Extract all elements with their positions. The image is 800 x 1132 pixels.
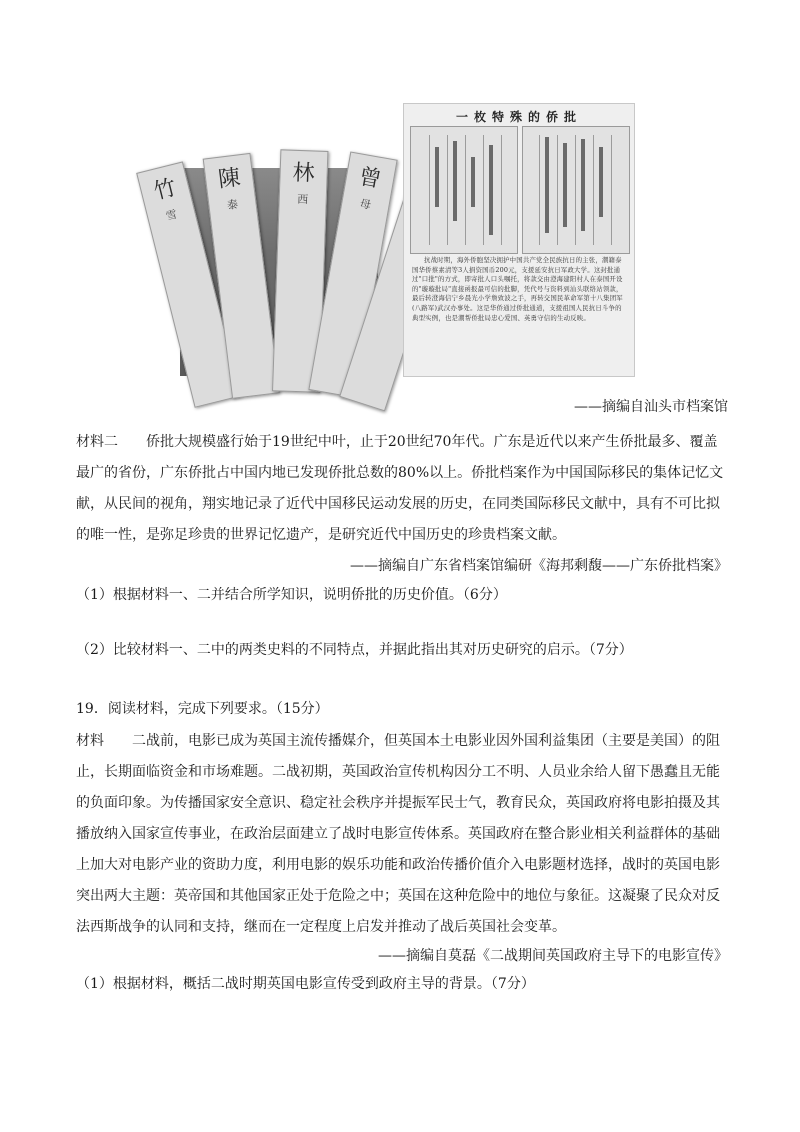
question-19-1: （1）根据材料，概括二战时期英国电影宣传受到政府主导的背景。（7分）: [76, 976, 535, 992]
material-2-line: 献，从民间的视角，翔实地记录了近代中国移民运动发展的历史，在同类国际移民文献中，具有不可比拟: [76, 496, 720, 512]
envelope-char: 曾: [356, 164, 383, 194]
material-line: 材料 二战前，电影已成为英国主流传播媒介，但英国本土电影业因外国利益集团（主要是美国）的阻: [76, 733, 720, 749]
envelope-sub: 母: [358, 197, 372, 212]
envelope-sub: 泰: [226, 197, 239, 213]
qiaopi-letter-page: [522, 126, 630, 254]
envelope-sub: 西: [296, 192, 309, 207]
material-line: 上加大对电影产业的资助力度，利用电影的娱乐功能和政治传播价值介入电影题材选择，战时的英国电影: [76, 857, 720, 873]
photo-caption: 抗战时期，海外侨胞坚决拥护中国共产党全民族抗日的主张，潮籍泰国华侨蔡素清等3人捐资国币200元，支援延安抗日军政大学。这封批通过"口批"的方式，即寄批人口头嘱托，将款交由澄海建阳村人在泰国开设的"璇璇批局"直接函报最可信的批脚，凭代号与资料到汕头联络站领款，最后转澄海信宁乡晨光小学詹致波之手，再转交国民革命军第十八集团军(八路军)武汉办事处。这是华侨通过侨批通道，支援祖国人民抗日斗争的典型实例，也是潮帮侨批局忠心爱国、英勇守信的生动反映。: [412, 256, 623, 322]
material-line: 的负面印象。为传播国家安全意识、稳定社会秩序并提振军民士气，教育民众，英国政府将电影拍摄及其: [76, 795, 720, 811]
material-2-line: 的唯一性，是弥足珍贵的世界记忆遗产，是研究近代中国历史的珍贵档案文献。: [76, 527, 566, 543]
question-18-2: （2）比较材料一、二中的两类史料的不同特点，并据此指出其对历史研究的启示。（7分）: [76, 642, 633, 658]
question-18-1: （1）根据材料一、二并结合所学知识，说明侨批的历史价值。（6分）: [76, 587, 507, 603]
source-molei-film: ——摘编自莫磊《二战期间英国政府主导下的电影宣传》: [378, 948, 728, 964]
special-qiaopi-photo: [403, 103, 635, 377]
material-line: 止，长期面临资金和市场难题。二战初期，英国政治宣传机构因分工不明、人员业余给人留下愚蠢且无能: [76, 764, 720, 780]
material-2-line: 最广的省份，广东侨批占中国内地已发现侨批总数的80%以上。侨批档案作为中国国际移民的集体记忆文: [76, 465, 724, 481]
source-shantou-archives: ——摘编自汕头市档案馆: [574, 399, 728, 415]
qiaopi-envelopes-photo: [151, 160, 383, 376]
material-line: 法西斯战争的认同和支持，继而在一定程度上启发并推动了战后英国社会变革。: [76, 919, 566, 935]
question-19-heading: 19．阅读材料，完成下列要求。（15分）: [76, 701, 329, 717]
envelope-sub: 雪: [164, 207, 179, 223]
material-line: 播放纳入国家宣传事业，在政治层面建立了战时电影宣传体系。英国政府在整合影业相关利益群体的基础: [76, 826, 720, 842]
photo-title: 一枚特殊的侨批: [455, 110, 582, 124]
envelope-char: 陳: [216, 165, 242, 193]
qiaopi-letter-page: [410, 126, 518, 254]
source-guangdong-archives: ——摘编自广东省档案馆编研《海邦剩馥——广东侨批档案》: [350, 558, 728, 574]
material-2-line: 材料二 侨批大规模盛行始于19世纪中叶，止于20世纪70年代。广东是近代以来产生侨批最多、覆盖: [76, 434, 718, 450]
material-line: 突出两大主题：英帝国和其他国家正处于危险之中；英国在这种危险中的地位与象征。这凝聚了民众对反: [76, 888, 720, 904]
envelope-char: 林: [292, 160, 316, 187]
envelope-char: 竹: [151, 175, 179, 205]
